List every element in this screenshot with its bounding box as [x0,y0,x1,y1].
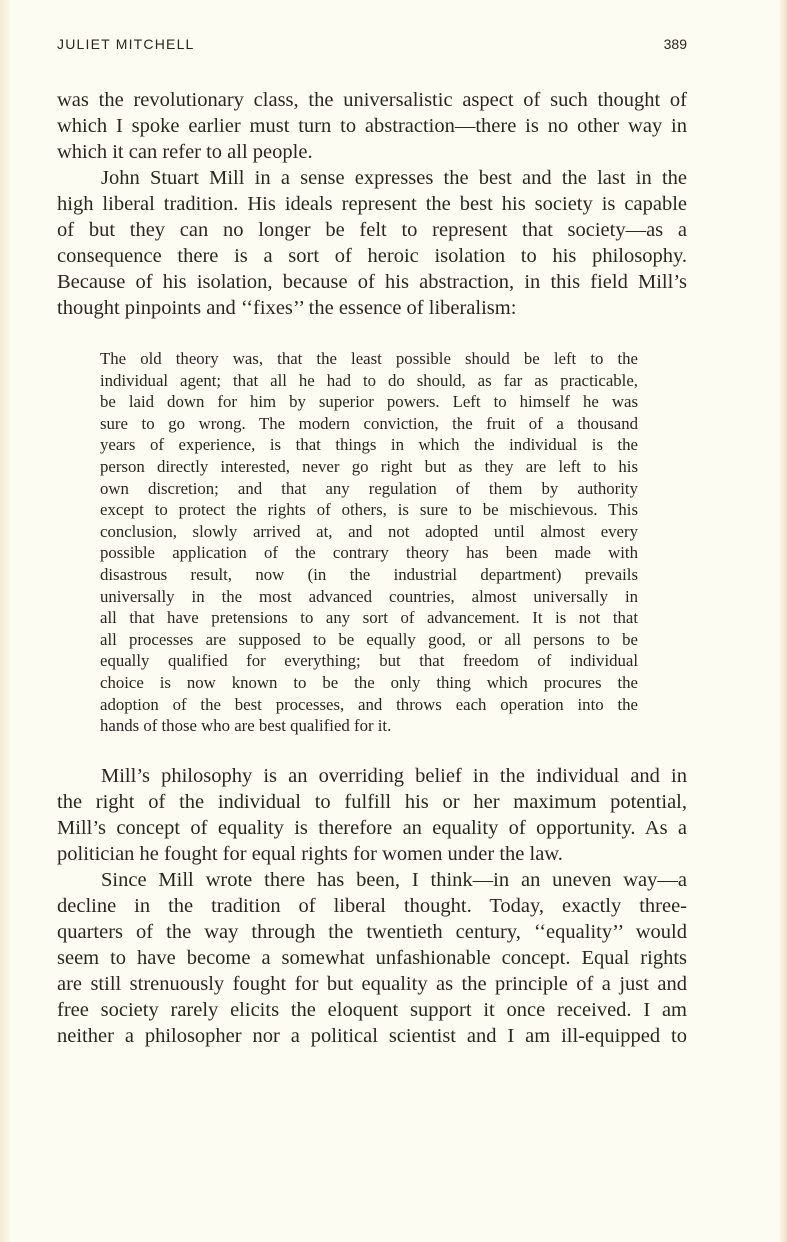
text-line: decline in the tradition of liberal thought. Today, exactly three- [57,895,687,917]
text-line: which I spoke earlier must turn to abstraction—there is no other way in [57,115,687,137]
text-line: the right of the individual to fulfill his or her maximum potential, [57,791,687,813]
quote-line: except to protect the rights of others, is sure to be mischievous. This [100,500,638,520]
mill-paragraph [57,165,687,321]
text-line: Because of his isolation, because of his abstraction, in this field Mill’s [57,271,687,293]
text-line: was the revolutionary class, the universalistic aspect of such thought of [57,89,687,111]
text-line: politician he fought for equal rights for women under the law. [57,843,563,865]
quote-line: be laid down for him by superior powers. Left to himself he was [100,392,638,412]
quote-line: choice is now known to be the only thing which procures the [100,672,638,692]
quote-line: The old theory was, that the least possible should be left to the [100,349,638,368]
decline-paragraph [57,867,687,1049]
text-line: which it can refer to all people. [57,141,313,163]
text-line: quarters of the way through the twentieth century, ‘‘equality’’ would [57,921,687,943]
opening-paragraph [57,87,687,165]
running-head-author: JULIET MITCHELL [57,36,195,52]
quote-line: hands of those who are best qualified for it. [100,716,392,736]
text-line: free society rarely elicits the eloquent support it once received. I am [57,999,687,1021]
quote-line: all processes are supposed to be equally good, or all persons to be [100,629,638,649]
page-edge-left [0,0,10,1242]
quote-line: conclusion, slowly arrived at, and not adopted until almost every [100,521,638,541]
block-quote [100,348,638,737]
quote-line: individual agent; that all he had to do should, as far as practicable, [100,370,638,390]
quote-line: disastrous result, now (in the industrial department) prevails [100,564,638,584]
quote-line: years of experience, is that things in which the individual is the [100,435,638,455]
text-line: seem to have become a somewhat unfashionable concept. Equal rights [57,947,687,969]
quote-line: universally in the most advanced countries, almost universally in [100,586,638,606]
text-line: Since Mill wrote there has been, I think—in an uneven way—a [101,869,687,891]
body-text-upper [57,87,687,321]
quote-line: possible application of the contrary theory has been made with [100,543,638,563]
quote-line: person directly interested, never go right but as they are left to his [100,456,638,476]
text-line: consequence there is a sort of heroic isolation to his philosophy. [57,245,687,267]
philosophy-paragraph [57,763,687,867]
text-line: thought pinpoints and ‘‘fixes’’ the essence of liberalism: [57,297,517,319]
quote-line: equally qualified for everything; but that freedom of individual [100,651,638,671]
text-line: Mill’s philosophy is an overriding belief in the individual and in [101,765,687,787]
quote-line: own discretion; and that any regulation of them by authority [100,478,638,498]
quote-line: all that have pretensions to any sort of advancement. It is not that [100,608,638,628]
page-edge-right [779,0,787,1242]
text-line: of but they can no longer be felt to represent that society—as a [57,219,687,241]
text-line: Mill’s concept of equality is therefore an equality of opportunity. As a [57,817,687,839]
page-number: 389 [663,36,687,52]
text-line: are still strenuously fought for but equality as the principle of a just and [57,973,687,995]
text-line: neither a philosopher nor a political scientist and I am ill-equipped to [57,1025,687,1047]
text-line: high liberal tradition. His ideals represent the best his society is capable [57,193,687,215]
quote-line: sure to go wrong. The modern conviction, the fruit of a thousand [100,413,638,433]
text-line: John Stuart Mill in a sense expresses the best and the last in the [101,167,687,189]
body-text-lower [57,763,687,1049]
quote-line: adoption of the best processes, and throws each operation into the [100,694,638,714]
